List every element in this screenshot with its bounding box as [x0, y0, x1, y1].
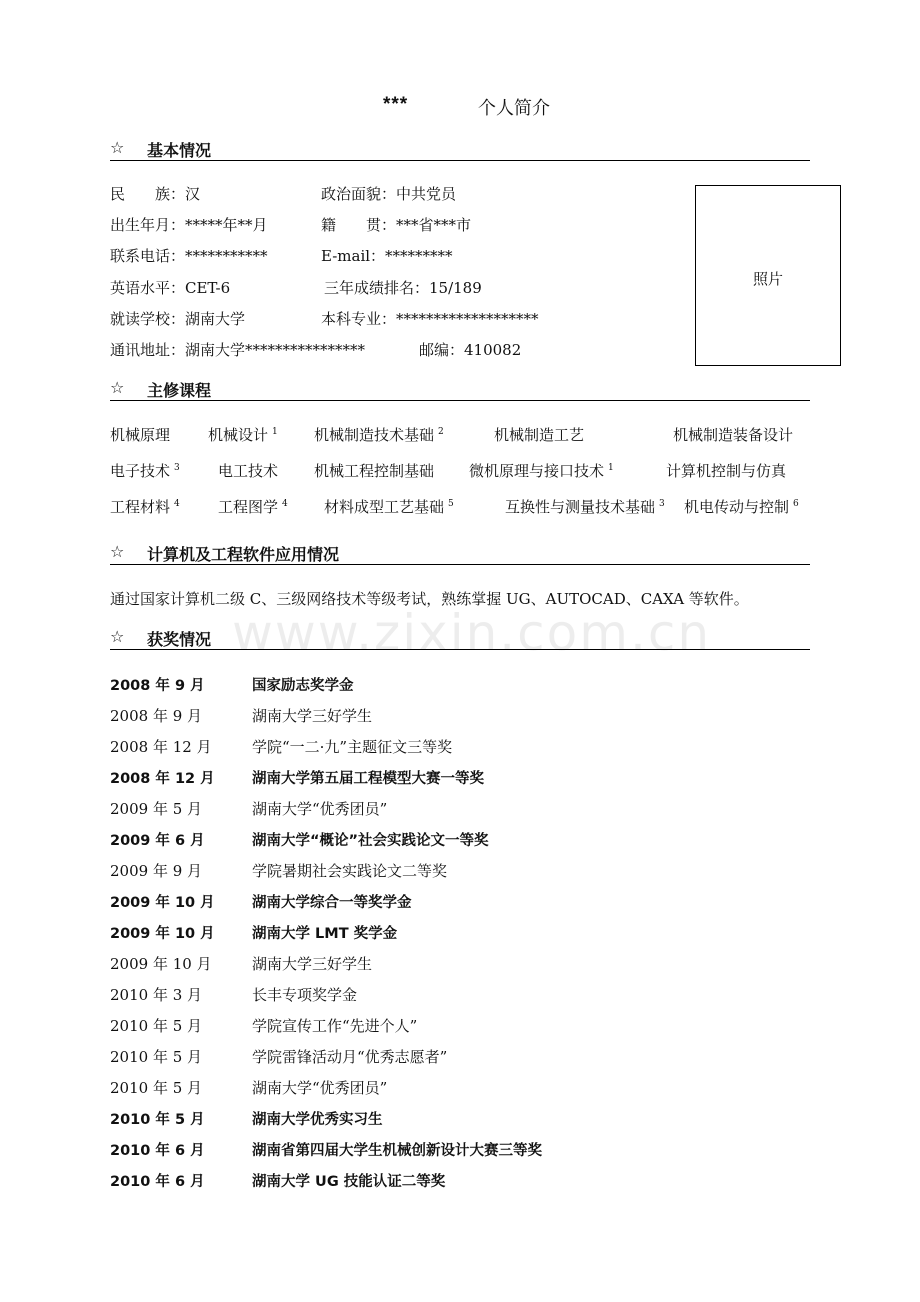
award-date: 2008 年 12 月	[110, 771, 215, 787]
award-date: 2009 年 5 月	[110, 800, 203, 818]
field-rank: 三年成绩排名：15/189	[324, 279, 482, 297]
title-text: 个人简介	[478, 98, 550, 119]
course-item: 互换性与测量技术基础 $^3$	[505, 498, 665, 516]
award-name: 湖南大学三好学生	[252, 707, 373, 725]
award-name: 湖南省第四届大学生机械创新设计大赛三等奖	[252, 1143, 542, 1159]
field-native: 籍 贯：***省***市	[321, 216, 472, 234]
course-item: 工程图学 $^4$	[218, 498, 288, 516]
award-name: 学院宣传工作“先进个人”	[252, 1017, 418, 1035]
field-english: 英语水平：CET-6	[110, 279, 231, 297]
field-school: 就读学校：湖南大学	[110, 310, 246, 328]
award-name: 湖南大学“优秀团员”	[252, 800, 388, 818]
course-item: 电子技术 $^3$	[110, 462, 180, 480]
award-date: 2009 年 10 月	[110, 926, 215, 942]
award-name: 湖南大学 LMT 奖学金	[252, 926, 398, 942]
award-date: 2008 年 9 月	[110, 678, 205, 694]
award-name: 湖南大学第五届工程模型大赛一等奖	[252, 771, 484, 787]
award-date: 2010 年 5 月	[110, 1048, 203, 1066]
course-item: 微机原理与接口技术 $^1$	[469, 462, 614, 480]
award-name: 学院“一二·九”主题征文三等奖	[252, 738, 453, 756]
field-ethnicity: 民 族：汉	[110, 185, 201, 203]
course-item: 机械原理	[110, 426, 171, 444]
section-awards	[110, 627, 810, 650]
award-date: 2010 年 6 月	[110, 1174, 205, 1190]
course-item: 计算机控制与仿真	[666, 462, 787, 480]
name-placeholder: ***	[383, 94, 409, 115]
award-date: 2010 年 6 月	[110, 1143, 205, 1159]
award-name: 长丰专项奖学金	[252, 986, 358, 1004]
course-item: 材料成型工艺基础 $^5$	[324, 498, 454, 516]
section-courses	[110, 378, 810, 401]
star-icon: ☆	[110, 542, 125, 561]
course-item: 电工技术	[218, 462, 279, 480]
field-political: 政治面貌：中共党员	[321, 185, 457, 203]
software-text: 通过国家计算机二级 C、三级网络技术等级考试，熟练掌握 UG、AUTOCAD、CAXA 等软件。	[110, 590, 749, 608]
field-major: 本科专业：*******************	[321, 310, 539, 328]
award-name: 学院雷锋活动月“优秀志愿者”	[252, 1048, 448, 1066]
award-date: 2010 年 5 月	[110, 1112, 205, 1128]
photo-label: 照片	[752, 270, 783, 288]
course-item: 机械制造技术基础 $^2$	[314, 426, 444, 444]
award-date: 2010 年 3 月	[110, 986, 203, 1004]
award-date: 2009 年 6 月	[110, 833, 205, 849]
course-item: 机械设计 $^1$	[208, 426, 278, 444]
watermark: www.zixin.com.cn	[232, 604, 712, 662]
section-title: 获奖情况	[147, 630, 212, 649]
course-item: 机械工程控制基础	[314, 462, 435, 480]
course-item: 机械制造工艺	[494, 426, 585, 444]
award-name: 湖南大学三好学生	[252, 955, 373, 973]
award-name: 湖南大学综合一等奖学金	[252, 895, 412, 911]
star-icon: ☆	[110, 138, 125, 157]
award-name: 学院暑期社会实践论文二等奖	[252, 862, 448, 880]
course-item: 工程材料 $^4$	[110, 498, 180, 516]
award-name: 国家励志奖学金	[252, 678, 354, 694]
field-postcode: 邮编：410082	[419, 341, 522, 359]
section-software	[110, 542, 810, 565]
award-name: 湖南大学 UG 技能认证二等奖	[252, 1174, 446, 1190]
award-date: 2009 年 10 月	[110, 895, 215, 911]
award-date: 2009 年 9 月	[110, 862, 203, 880]
photo-box	[695, 185, 841, 366]
star-icon: ☆	[110, 627, 125, 646]
award-name: 湖南大学“概论”社会实践论文一等奖	[252, 833, 489, 849]
section-title: 计算机及工程软件应用情况	[147, 545, 340, 564]
course-item: 机电传动与控制 $^6$	[684, 498, 799, 516]
award-date: 2008 年 12 月	[110, 738, 212, 756]
award-name: 湖南大学优秀实习生	[252, 1112, 383, 1128]
section-basic-info	[110, 138, 810, 161]
field-address: 通讯地址：湖南大学****************	[110, 341, 366, 359]
award-date: 2009 年 10 月	[110, 955, 212, 973]
award-date: 2010 年 5 月	[110, 1079, 203, 1097]
course-item: 机械制造装备设计	[673, 426, 794, 444]
award-date: 2008 年 9 月	[110, 707, 203, 725]
section-title: 基本情况	[147, 141, 212, 160]
field-phone: 联系电话：***********	[110, 247, 268, 265]
field-birth: 出生年月：*****年**月	[110, 216, 268, 234]
star-icon: ☆	[110, 378, 125, 397]
award-name: 湖南大学“优秀团员”	[252, 1079, 388, 1097]
field-email: E-mail：*********	[321, 247, 453, 265]
section-title: 主修课程	[147, 381, 212, 400]
award-date: 2010 年 5 月	[110, 1017, 203, 1035]
